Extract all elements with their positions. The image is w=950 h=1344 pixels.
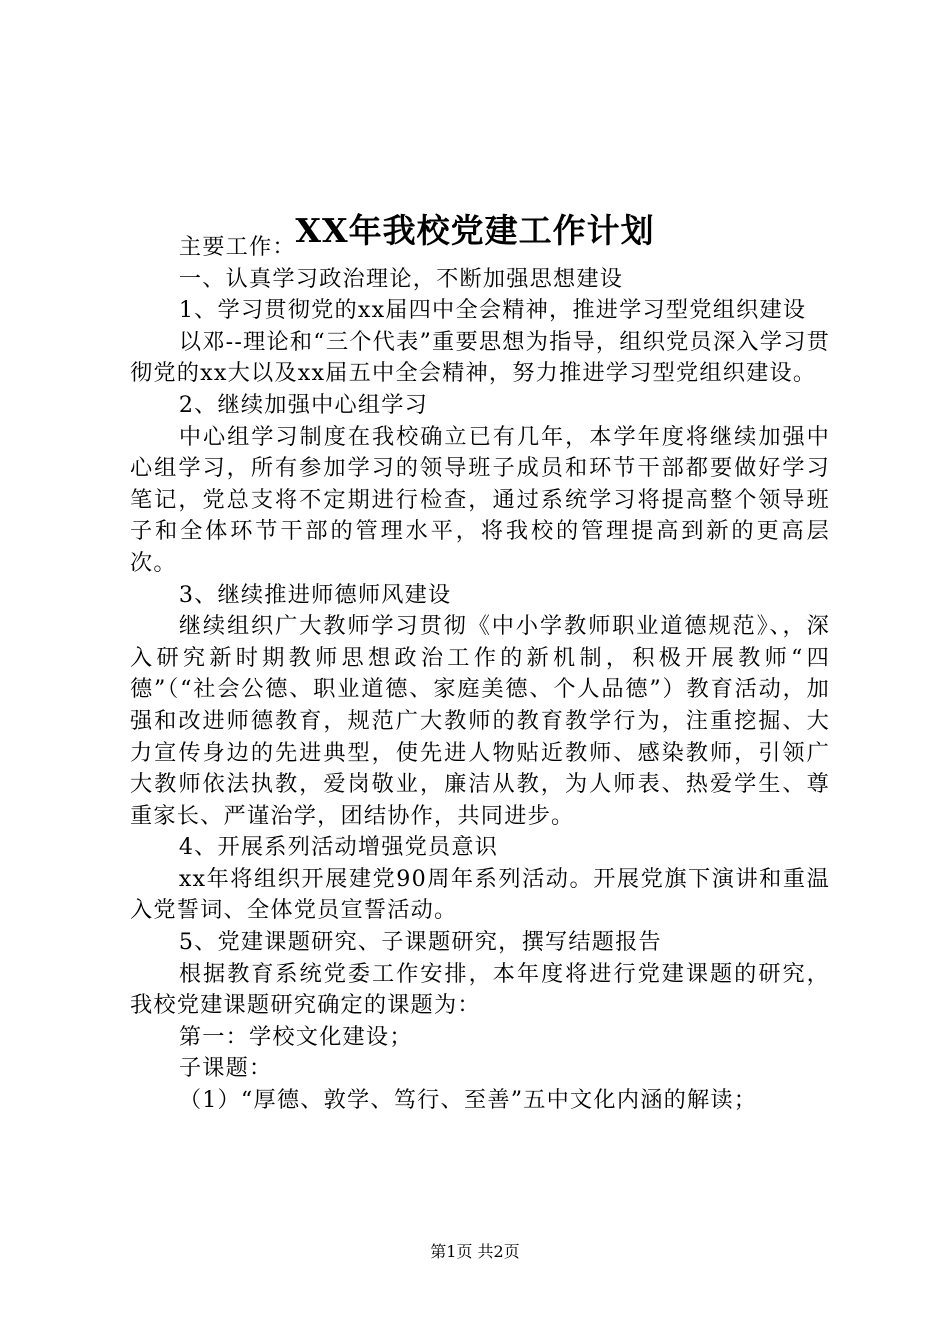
paragraph: xx年将组织开展建党90周年系列活动。开展党旗下演讲和重温入党誓词、全体党员宣誓活动。 (130, 865, 830, 924)
subsection-heading: 4、开展系列活动增强党员意识 (178, 834, 499, 861)
page-footer: 第1页 共2页 (430, 1242, 520, 1261)
paragraph: 根据教育系统党委工作安排，本年度将进行党建课题的研究，我校党建课题研究确定的课题为： (130, 960, 830, 1019)
section-heading: 一、认真学习政治理论，不断加强思想建设 (178, 265, 624, 292)
document-title: XX年我校党建工作计划 (295, 211, 655, 251)
paragraph: （1）“厚德、敦学、笃行、至善”五中文化内涵的解读； (178, 1087, 758, 1114)
paragraph: 继续组织广大教师学习贯彻《中小学教师职业道德规范》、，深入研究新时期教师思想政治工作的新机制，积极开展教师“四德”（“社会公德、职业道德、家庭美德、个人品德”）教育活动，加强和改进师德教育，规范广大教师的教育教学行为，注重挖掘、大力宣传身边的先进典型，使先进人物贴近教师、感染教师，引领广大教师依法执教，爱岗敬业，廉洁从教，为人师表、热爱学生、尊重家长、严谨治学，团结协作，共同进步。 (130, 613, 830, 829)
subsection-heading: 5、党建课题研究、子课题研究，撰写结题报告 (178, 929, 662, 956)
paragraph: 主要工作： (178, 234, 296, 260)
paragraph: 中心组学习制度在我校确立已有几年，本学年度将继续加强中心组学习，所有参加学习的领导班子成员和环节干部都要做好学习笔记，党总支将不定期进行检查，通过系统学习将提高整个领导班子和全体环节干部的管理水平，将我校的管理提高到新的更高层次。 (130, 423, 830, 576)
subsection-heading: 3、继续推进师德师风建设 (178, 581, 452, 608)
paragraph: 以邓--理论和“三个代表”重要思想为指导，组织党员深入学习贯彻党的xx大以及xx届五中全会精神，努力推进学习型党组织建设。 (130, 328, 830, 387)
subsection-heading: 1、学习贯彻党的xx届四中全会精神，推进学习型党组织建设 (178, 297, 807, 324)
paragraph: 第一：学校文化建设； (178, 1023, 413, 1050)
document-body (130, 232, 830, 1117)
subsection-heading: 2、继续加强中心组学习 (178, 391, 429, 418)
paragraph: 子课题： (178, 1055, 273, 1082)
